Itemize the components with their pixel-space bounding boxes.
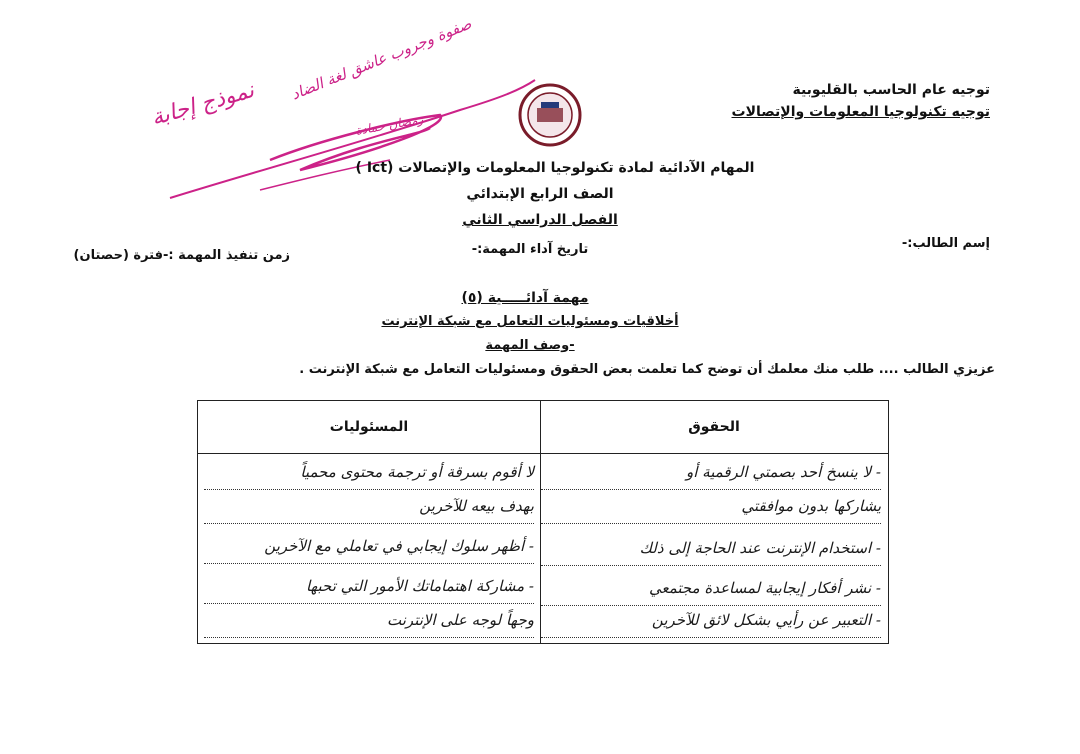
header-line-2: توجيه تكنولوجيا المعلومات والإتصالات	[731, 104, 990, 120]
rights-line-2: يشاركها بدون موافقتي	[541, 497, 881, 524]
rights-line-3: - استخدام الإنترنت عند الحاجة إلى ذلك	[541, 539, 881, 566]
task-description-label: -وصف المهمة	[485, 338, 575, 353]
task-number: مهمة آدائـــــية (٥)	[461, 290, 589, 306]
col-rights-header: الحقوق	[688, 419, 740, 435]
header-line-1: توجيه عام الحاسب بالقليوبية	[792, 82, 990, 98]
stamp-signature-2: رمضان حمادة	[354, 112, 425, 138]
task-instruction: عزيزي الطالب .... طلب منك معلمك أن توضح كما تعلمت بعض الحقوق ومسئوليات التعامل مع شبكة الإنترنت .	[299, 362, 995, 377]
rights-line-1: - لا ينسخ أحد بصمتي الرقمية أو	[541, 463, 881, 490]
student-name-label: إسم الطالب:-	[901, 236, 990, 251]
responsibility-line-2: بهدف بيعه للآخرين	[204, 497, 534, 524]
responsibility-line-4: - مشاركة اهتماماتك الأمور التي تحبها	[204, 577, 534, 604]
rights-line-4: - نشر أفكار إيجابية لمساعدة مجتمعي	[541, 579, 881, 606]
responsibility-line-1: لا أقوم بسرقة أو ترجمة محتوى محمياً	[204, 463, 534, 490]
responsibility-line-5: وجهاً لوجه على الإنترنت	[204, 611, 534, 638]
stamp-signature: صفوة وجروب عاشق لغة الضاد	[288, 14, 474, 104]
task-time-label: زمن تنفيذ المهمة :-فترة (حصتان)	[73, 248, 290, 263]
term-title: الفصل الدراسي الثاني	[462, 212, 618, 228]
task-subject: أخلاقيات ومسئوليات التعامل مع شبكة الإنترنت	[381, 314, 679, 329]
main-title: المهام الآدائية لمادة تكنولوجيا المعلومات والإتصالات (Ict )	[355, 160, 755, 176]
grade-title: الصف الرابع الإبتدائي	[466, 186, 614, 202]
rights-line-5: - التعبير عن رأيي بشكل لائق للآخرين	[541, 611, 881, 638]
col-responsibilities-header: المسئوليات	[329, 419, 409, 435]
header-divider	[198, 453, 888, 454]
rights-responsibilities-table	[197, 400, 889, 644]
responsibility-line-3: - أظهر سلوك إيجابي في تعاملي مع الآخرين	[204, 537, 534, 564]
model-answer-text: نموذج إجابة	[148, 77, 257, 132]
task-date-label: تاريخ آداء المهمة:-	[471, 242, 589, 257]
